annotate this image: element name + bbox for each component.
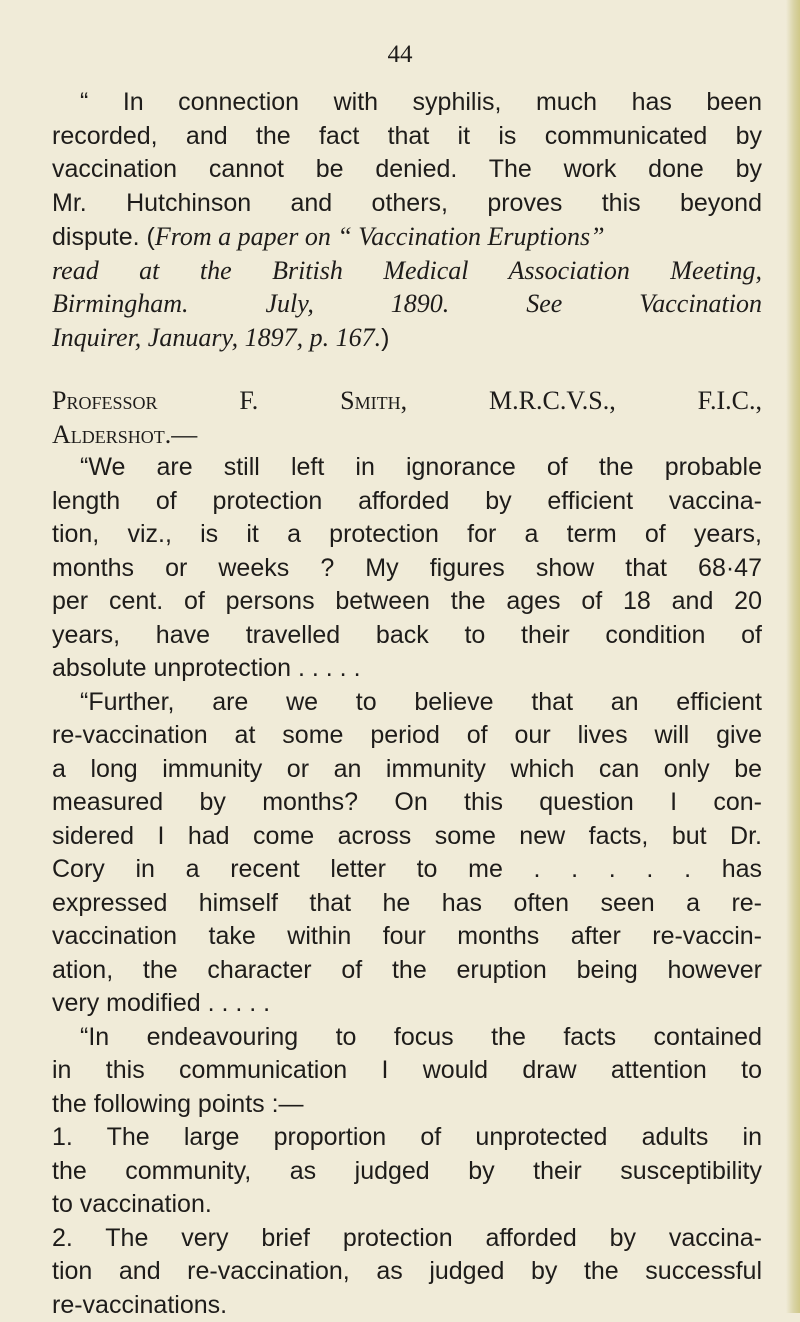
citation-italic-line: Birmingham. July, 1890. See Vaccination: [52, 287, 762, 321]
text-line: per cent. of persons between the ages of 18 and 20: [52, 585, 762, 619]
text-line: vaccination take within four months after re-vaccin-: [52, 920, 762, 954]
text-line: a long immunity or an immunity which can only be: [52, 753, 762, 787]
section-heading: Professor F. Smith, M.R.C.V.S., F.I.C.,: [52, 384, 762, 418]
text-line: ation, the character of the eruption being however: [52, 954, 762, 988]
page-edge: [786, 0, 800, 1313]
citation-italic-line: read at the British Medical Association Meeting,: [52, 254, 762, 288]
text-line: re-vaccination at some period of our lives will give: [52, 719, 762, 753]
citation-italic: From a paper on “ Vaccination Eruptions”: [155, 222, 605, 251]
text-line: [52, 321, 762, 355]
text-line: months or weeks ? My figures show that 68·47: [52, 552, 762, 586]
text-fragment: dispute. (: [52, 223, 155, 251]
text-line: length of protection afforded by efficient vaccina-: [52, 485, 762, 519]
text-line: “In endeavouring to focus the facts contained: [52, 1021, 762, 1055]
text-line: [52, 220, 762, 254]
list-item: 2. The very brief protection afforded by vaccina-: [52, 1222, 762, 1256]
text-line: tion, viz., is it a protection for a term of years,: [52, 518, 762, 552]
text-line: Mr. Hutchinson and others, proves this beyond: [52, 187, 762, 221]
text-line: the following points :—: [52, 1088, 762, 1122]
page-text: [52, 86, 762, 1322]
text-line: “Further, are we to believe that an efficient: [52, 686, 762, 720]
text-line: years, have travelled back to their condition of: [52, 619, 762, 653]
text-line: measured by months? On this question I con-: [52, 786, 762, 820]
text-line: vaccination cannot be denied. The work done by: [52, 153, 762, 187]
text-line: “We are still left in ignorance of the probable: [52, 451, 762, 485]
text-line: absolute unprotection . . . . .: [52, 652, 762, 686]
text-line: very modified . . . . .: [52, 987, 762, 1021]
text-line: recorded, and the fact that it is communicated by: [52, 120, 762, 154]
text-line: Cory in a recent letter to me . . . . . has: [52, 853, 762, 887]
text-line: “ In connection with syphilis, much has been: [52, 86, 762, 120]
paragraph-gap: [52, 354, 762, 384]
citation-italic: Inquirer, January, 1897, p. 167.: [52, 323, 381, 352]
list-item: 1. The large proportion of unprotected adults in: [52, 1121, 762, 1155]
section-heading: Aldershot.—: [52, 418, 762, 452]
text-line: re-vaccinations.: [52, 1289, 762, 1322]
text-line: expressed himself that he has often seen a re-: [52, 887, 762, 921]
page-number: 44: [0, 40, 800, 70]
text-line: the community, as judged by their susceptibility: [52, 1155, 762, 1189]
text-line: in this communication I would draw attention to: [52, 1054, 762, 1088]
text-line: tion and re-vaccination, as judged by the successful: [52, 1255, 762, 1289]
text-line: to vaccination.: [52, 1188, 762, 1222]
text-line: sidered I had come across some new facts, but Dr.: [52, 820, 762, 854]
text-fragment: ): [381, 324, 389, 352]
